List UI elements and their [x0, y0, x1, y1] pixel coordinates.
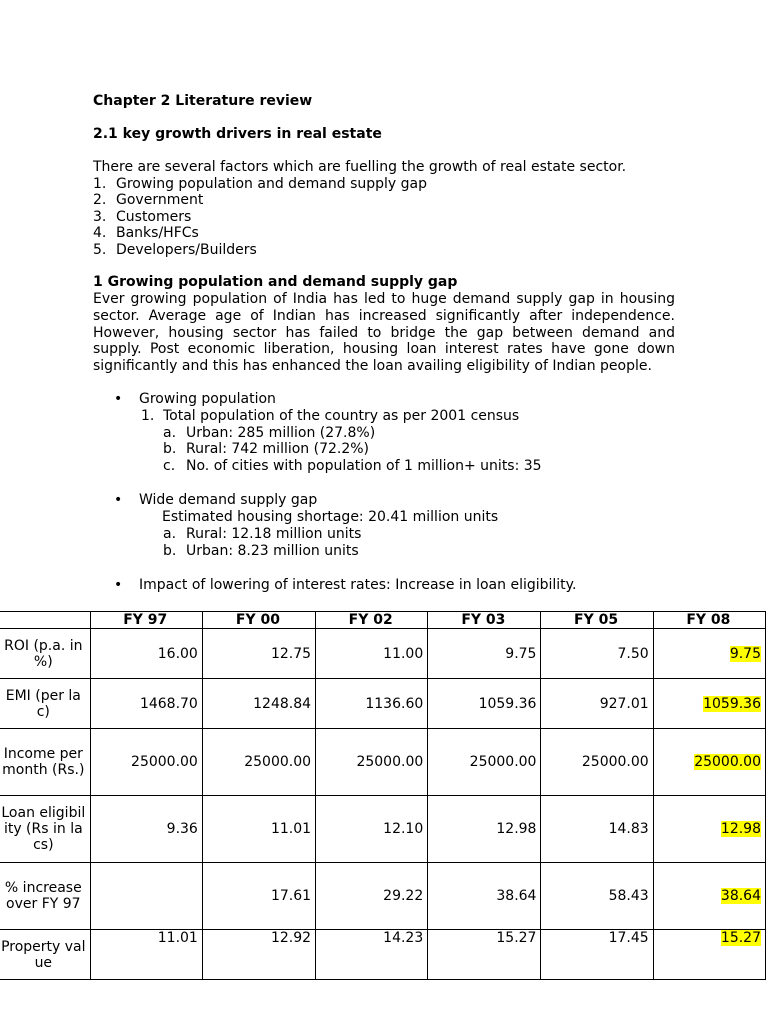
- table-header-cell: FY 97: [90, 612, 202, 629]
- row-label: Income per month (Rs.): [0, 729, 90, 796]
- table-header-cell: FY 03: [428, 612, 541, 629]
- housing-shortage-text: Estimated housing shortage: 20.41 million units: [162, 509, 499, 525]
- table-cell: [90, 863, 202, 930]
- table-cell-highlighted: 9.75: [653, 629, 765, 679]
- table-cell: 9.36: [90, 796, 202, 863]
- list-item: 3. Customers: [93, 209, 192, 225]
- table-header-cell: FY 08: [653, 612, 765, 629]
- table-cell-highlighted: 38.64: [653, 863, 765, 930]
- table-row: [0, 729, 766, 796]
- loan-eligibility-table: [0, 611, 766, 980]
- table-cell-highlighted: 25000.00: [653, 729, 765, 796]
- table-cell: 11.00: [316, 629, 428, 679]
- table-cell: 1468.70: [90, 679, 202, 729]
- table-header-cell: FY 05: [541, 612, 653, 629]
- table-row: [0, 863, 766, 930]
- list-item: 4. Banks/HFCs: [93, 225, 199, 241]
- section-1-title: 1 Growing population and demand supply gap: [93, 274, 458, 290]
- table-header-cell: FY 02: [316, 612, 428, 629]
- section-1-paragraph: Ever growing population of India has led to huge demand supply gap in housing sector. Average age of Indian has increased significantly after independence. However, housing sector has failed to bridge the gap between demand and supply. Post economic liberation, housing loan interest rates have gone down significantly and this has enhanced the loan availing eligibility of Indian people.: [93, 291, 675, 375]
- table-cell: 12.92: [202, 930, 315, 980]
- bullet-interest-impact: Impact of lowering of interest rates: Increase in loan eligibility.: [139, 577, 577, 593]
- table-header-cell: [0, 612, 90, 629]
- table-cell: 11.01: [202, 796, 315, 863]
- list-item: b. Urban: 8.23 million units: [163, 543, 359, 559]
- table-cell: 12.75: [202, 629, 315, 679]
- table-cell: 12.98: [428, 796, 541, 863]
- row-label: ROI (p.a. in %): [0, 629, 90, 679]
- table-cell: 16.00: [90, 629, 202, 679]
- table-row: [0, 796, 766, 863]
- table-cell: 1136.60: [316, 679, 428, 729]
- bullet-demand-gap: Wide demand supply gap: [139, 492, 318, 508]
- table-cell: 15.27: [428, 930, 541, 980]
- table-cell: 25000.00: [541, 729, 653, 796]
- list-item: 5. Developers/Builders: [93, 242, 257, 258]
- table-cell: 25000.00: [90, 729, 202, 796]
- list-item: 2. Government: [93, 192, 204, 208]
- table-cell: 38.64: [428, 863, 541, 930]
- row-label: % increase over FY 97: [0, 863, 90, 930]
- table-cell: 17.45: [541, 930, 653, 980]
- list-item: a. Urban: 285 million (27.8%): [163, 425, 376, 441]
- list-item: b. Rural: 742 million (72.2%): [163, 441, 370, 457]
- table-cell: 9.75: [428, 629, 541, 679]
- list-item: a. Rural: 12.18 million units: [163, 526, 362, 542]
- bullet-icon: •: [114, 577, 123, 593]
- table-cell: 58.43: [541, 863, 653, 930]
- table-cell: 927.01: [541, 679, 653, 729]
- table-header-row: [0, 612, 766, 629]
- table-cell: 11.01: [90, 930, 202, 980]
- row-label: Loan eligibility (Rs in lacs): [0, 796, 90, 863]
- table-cell: 14.83: [541, 796, 653, 863]
- table-cell-highlighted: 1059.36: [653, 679, 765, 729]
- bullet-icon: •: [114, 492, 123, 508]
- bullet-growing-population: Growing population: [139, 391, 276, 407]
- list-item: c. No. of cities with population of 1 million+ units: 35: [163, 458, 542, 474]
- table-header-cell: FY 00: [202, 612, 315, 629]
- table-cell: 25000.00: [202, 729, 315, 796]
- table-cell: 29.22: [316, 863, 428, 930]
- table-cell: 1059.36: [428, 679, 541, 729]
- table-cell: 25000.00: [316, 729, 428, 796]
- table-row: [0, 679, 766, 729]
- chapter-heading: Chapter 2 Literature review: [93, 93, 313, 109]
- row-label: Property value: [0, 930, 90, 980]
- table-cell: 25000.00: [428, 729, 541, 796]
- table-cell-highlighted: 15.27: [653, 930, 765, 980]
- list-item: 1. Growing population and demand supply gap: [93, 176, 427, 192]
- table-row: [0, 629, 766, 679]
- table-cell: 7.50: [541, 629, 653, 679]
- table-cell: 12.10: [316, 796, 428, 863]
- row-label: EMI (per lac): [0, 679, 90, 729]
- table-cell: 1248.84: [202, 679, 315, 729]
- table-cell-highlighted: 12.98: [653, 796, 765, 863]
- table-row: [0, 930, 766, 980]
- list-item: 1. Total population of the country as per 2001 census: [141, 408, 520, 424]
- bullet-icon: •: [114, 391, 123, 407]
- section-heading: 2.1 key growth drivers in real estate: [93, 126, 382, 142]
- intro-text: There are several factors which are fuelling the growth of real estate sector.: [93, 159, 627, 175]
- table-cell: 14.23: [316, 930, 428, 980]
- table-cell: 17.61: [202, 863, 315, 930]
